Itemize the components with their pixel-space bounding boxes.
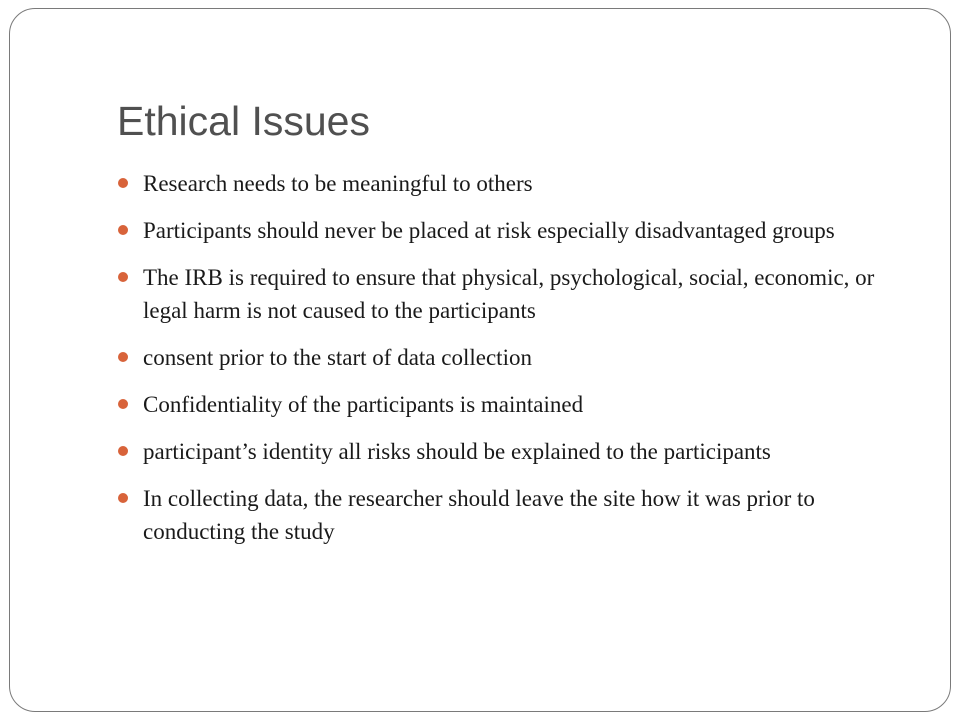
bullet-text: participant’s identity all risks should be explained to the participants	[143, 439, 771, 464]
bullet-text: Confidentiality of the participants is maintained	[143, 392, 584, 417]
list-item	[117, 482, 877, 548]
bullet-dot-icon	[118, 352, 128, 362]
bullet-text: Participants should never be placed at risk especially disadvantaged groups	[143, 218, 835, 243]
list-item	[117, 167, 877, 200]
bullet-text: In collecting data, the researcher should leave the site how it was prior to conducting the study	[143, 486, 815, 544]
list-item	[117, 341, 877, 374]
list-item	[117, 435, 877, 468]
list-item	[117, 261, 877, 327]
bullet-dot-icon	[118, 493, 128, 503]
bullet-dot-icon	[118, 225, 128, 235]
bullet-text: Research needs to be meaningful to others	[143, 171, 533, 196]
slide-frame	[9, 8, 951, 712]
bullet-text: The IRB is required to ensure that physical, psychological, social, economic, or legal harm is not caused to the participants	[143, 265, 875, 323]
bullet-text: consent prior to the start of data collection	[143, 345, 532, 370]
bullet-dot-icon	[118, 178, 128, 188]
bullet-dot-icon	[118, 399, 128, 409]
list-item	[117, 214, 877, 247]
bullet-dot-icon	[118, 272, 128, 282]
list-item	[117, 388, 877, 421]
bullet-dot-icon	[118, 446, 128, 456]
bullet-list	[117, 167, 877, 562]
slide-title: Ethical Issues	[117, 98, 370, 144]
